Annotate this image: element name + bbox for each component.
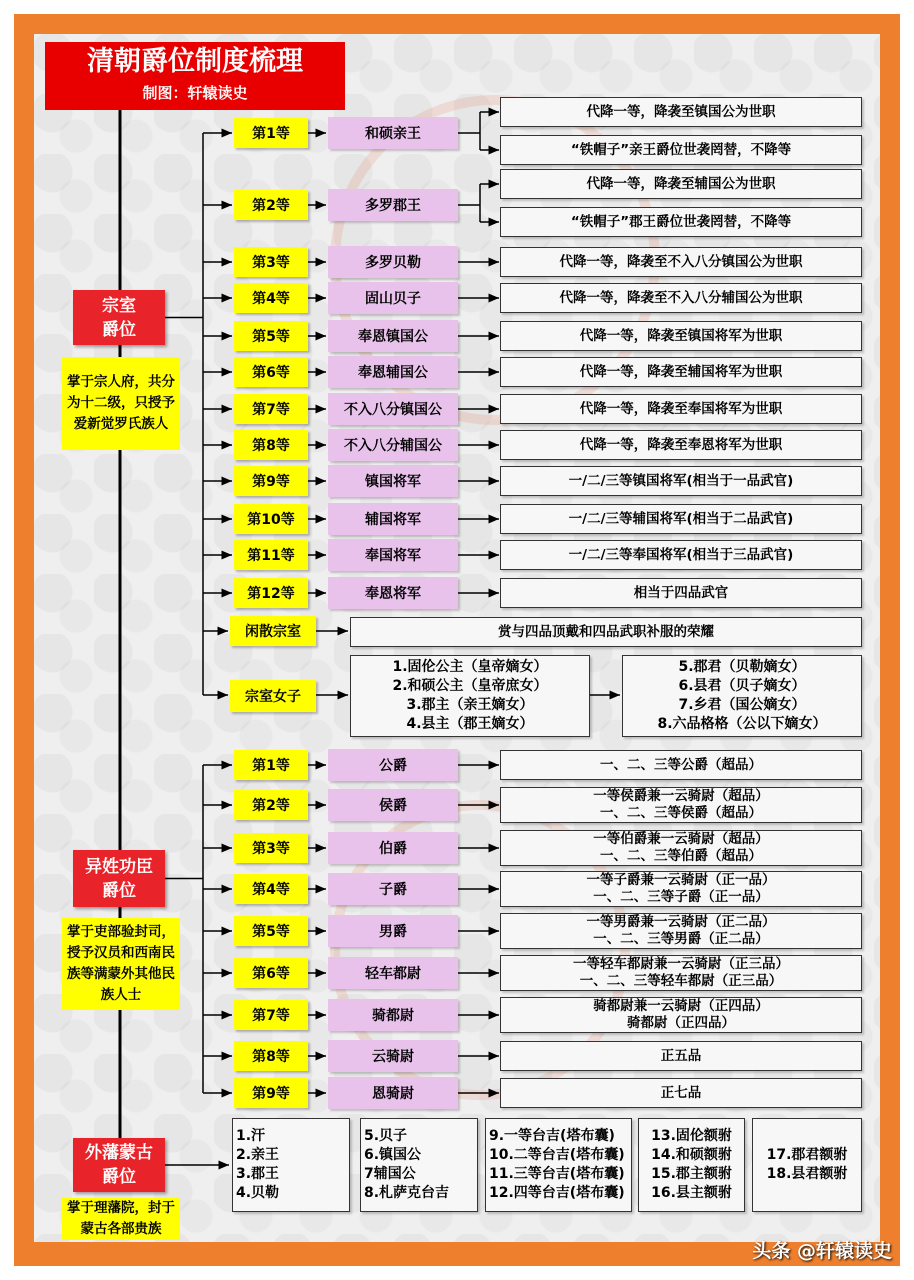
text-line: 代降一等，降袭至不入八分镇国公为世职: [559, 253, 803, 270]
description-box: 代降一等，降袭至辅国公为世职: [500, 169, 862, 199]
women-ranks-list: [350, 655, 590, 737]
description-box: [500, 247, 862, 277]
rank-badge: 第7等: [234, 394, 308, 424]
text-line: 一等男爵兼一云骑尉（正二品）: [586, 914, 776, 930]
rank-badge: 第9等: [234, 1078, 308, 1108]
text-line: 13.固伦额驸: [651, 1128, 732, 1144]
text-line: 一/二/三等奉国将军(相当于三品武官): [568, 546, 794, 563]
text-line: 代降一等，降袭至镇国将军为世职: [579, 327, 783, 344]
text-line: 骑都尉兼一云骑尉（正四品）: [593, 998, 769, 1014]
title-box: 固山贝子: [328, 282, 458, 314]
text-line: 4.县主（郡王嫡女）: [406, 716, 534, 732]
description-box: [500, 283, 862, 313]
mongol-ranks-list: [485, 1118, 632, 1212]
text-line: 4.贝勒: [236, 1185, 280, 1201]
section-description: 掌于理藩院，封于蒙古各部贵族: [62, 1198, 180, 1240]
title-box: 奉恩辅国公: [328, 356, 458, 388]
rank-badge: 第4等: [234, 283, 308, 313]
title-box: 轻车都尉: [328, 957, 458, 989]
description-box: “铁帽子”亲王爵位世袭罔替，不降等: [500, 135, 862, 165]
description-box: [500, 1078, 862, 1108]
rank-badge: 第6等: [234, 357, 308, 387]
title-box: 云骑尉: [328, 1040, 458, 1072]
text-line: 正五品: [660, 1047, 702, 1064]
text-line: 代降一等，降袭至奉恩将军为世职: [579, 436, 783, 453]
section-title: 外藩蒙古 爵位: [73, 1138, 165, 1192]
rank-badge: 第2等: [234, 790, 308, 820]
description-box: [500, 871, 862, 907]
text-line: 2.亲王: [236, 1147, 280, 1163]
text-line: 骑都尉（正四品）: [627, 1015, 735, 1031]
description-box: [500, 504, 862, 534]
text-line: 15.郡主额驸: [651, 1166, 732, 1182]
description-box: [500, 321, 862, 351]
text-line: 10.二等台吉(塔布囊): [489, 1147, 625, 1163]
rank-badge: 第3等: [234, 833, 308, 863]
description-box: [500, 955, 862, 991]
title-box: 多罗郡王: [328, 189, 458, 221]
description-box: [500, 578, 862, 608]
description-box: 赏与四品顶戴和四品武职补服的荣耀: [350, 617, 862, 647]
description-box: [500, 913, 862, 949]
text-line: 1.汗: [236, 1128, 266, 1144]
title-box: 奉恩将军: [328, 577, 458, 609]
mongol-ranks-list: [638, 1118, 745, 1212]
page-title: 清朝爵位制度梳理: [87, 46, 303, 77]
title-box: 不入八分辅国公: [328, 429, 458, 461]
title-box: 男爵: [328, 915, 458, 947]
author-credit: 制图：轩辕读史: [142, 84, 248, 102]
text-line: 一、二、三等男爵（正二品）: [593, 931, 769, 947]
text-line: 正七品: [660, 1084, 702, 1101]
rank-badge: 第8等: [234, 430, 308, 460]
description-box: [500, 466, 862, 496]
rank-badge: 第6等: [234, 958, 308, 988]
rank-badge: 第2等: [234, 190, 308, 220]
text-line: 一、二、三等伯爵（超品）: [600, 848, 762, 864]
mongol-ranks-list: [752, 1118, 862, 1212]
description-box: [500, 394, 862, 424]
description-box: [500, 750, 862, 780]
rank-badge: 第12等: [234, 578, 308, 608]
text-line: 2.和硕公主（皇帝庶女）: [392, 678, 548, 694]
text-line: 12.四等台吉(塔布囊): [489, 1185, 625, 1201]
text-line: 一等伯爵兼一云骑尉（超品）: [593, 831, 769, 847]
text-line: 5.郡君（贝勒嫡女）: [678, 659, 806, 675]
text-line: 8.札萨克台吉: [364, 1185, 450, 1201]
text-line: 代降一等，降袭至奉国将军为世职: [579, 400, 783, 417]
text-line: 5.贝子: [364, 1128, 408, 1144]
rank-badge: 第5等: [234, 321, 308, 351]
text-line: 一等侯爵兼一云骑尉（超品）: [593, 788, 769, 804]
rank-badge: 第3等: [234, 247, 308, 277]
title-box: 不入八分镇国公: [328, 393, 458, 425]
description-box: [500, 540, 862, 570]
rank-badge: 第8等: [234, 1041, 308, 1071]
text-line: 相当于四品武官: [633, 584, 729, 601]
description-box: “铁帽子”郡王爵位世袭罔替，不降等: [500, 207, 862, 237]
description-box: 代降一等，降袭至镇国公为世职: [500, 97, 862, 127]
text-line: 一、二、三等子爵（正一品）: [593, 889, 769, 905]
title-box: 骑都尉: [328, 999, 458, 1031]
text-line: 3.郡主（亲王嫡女）: [406, 697, 534, 713]
title-box: 子爵: [328, 873, 458, 905]
text-line: 一/二/三等辅国将军(相当于二品武官): [568, 510, 794, 527]
text-line: 6.镇国公: [364, 1147, 422, 1163]
rank-badge: 第11等: [234, 540, 308, 570]
text-line: 9.一等台吉(塔布囊): [489, 1128, 615, 1144]
text-line: 18.县君额驸: [766, 1166, 848, 1182]
title-box: 多罗贝勒: [328, 246, 458, 278]
title-box: 辅国将军: [328, 503, 458, 535]
title-box: 镇国将军: [328, 465, 458, 497]
text-line: 1.固伦公主（皇帝嫡女）: [392, 659, 548, 675]
description-box: [500, 830, 862, 866]
text-line: 一/二/三等镇国将军(相当于一品武官): [568, 472, 794, 489]
rank-badge: 第4等: [234, 874, 308, 904]
rank-badge: 第1等: [234, 118, 308, 148]
title-box: 伯爵: [328, 832, 458, 864]
women-ranks-list: [622, 655, 862, 737]
text-line: 一、二、三等侯爵（超品）: [600, 805, 762, 821]
title-box: 和硕亲王: [328, 117, 458, 149]
text-line: 3.郡王: [236, 1166, 280, 1182]
rank-badge: 第5等: [234, 916, 308, 946]
text-line: 一等子爵兼一云骑尉（正一品）: [586, 872, 776, 888]
text-line: 11.三等台吉(塔布囊): [489, 1166, 625, 1182]
text-line: 8.六品格格（公以下嫡女）: [657, 716, 827, 732]
description-box: [500, 997, 862, 1033]
title-box: 恩骑尉: [328, 1077, 458, 1109]
title-box: 奉国将军: [328, 539, 458, 571]
title-box: 侯爵: [328, 789, 458, 821]
rank-badge: 第1等: [234, 750, 308, 780]
text-line: 一、二、三等公爵（超品）: [600, 756, 762, 773]
title-box: 奉恩镇国公: [328, 320, 458, 352]
text-line: 14.和硕额驸: [651, 1147, 732, 1163]
description-box: [500, 357, 862, 387]
rank-badge: 第7等: [234, 1000, 308, 1030]
section-title: 宗室 爵位: [73, 290, 165, 345]
text-line: 6.县君（贝子嫡女）: [678, 678, 806, 694]
mongol-ranks-list: [232, 1118, 350, 1212]
description-box: [500, 787, 862, 823]
clan-women-badge: 宗室女子: [230, 680, 316, 712]
text-line: 16.县主额驸: [651, 1185, 732, 1201]
text-line: 一等轻车都尉兼一云骑尉（正三品）: [573, 956, 789, 972]
mongol-ranks-list: [360, 1118, 478, 1212]
text-line: 7.乡君（国公嫡女）: [678, 697, 806, 713]
section-title: 异姓功臣 爵位: [73, 850, 165, 907]
text-line: 7辅国公: [364, 1166, 416, 1182]
footer-watermark: 头条 @轩辕读史: [752, 1240, 892, 1262]
rank-badge: 第10等: [234, 504, 308, 534]
description-box: [500, 1041, 862, 1071]
title-box: 公爵: [328, 749, 458, 781]
text-line: 代降一等，降袭至辅国将军为世职: [579, 363, 783, 380]
description-box: [500, 430, 862, 460]
text-line: 代降一等，降袭至不入八分辅国公为世职: [559, 289, 803, 306]
section-description: 掌于宗人府，共分为十二级，只授予爱新觉罗氏族人: [62, 357, 180, 450]
rank-badge: 第9等: [234, 466, 308, 496]
idle-clan-badge: 闲散宗室: [230, 616, 316, 646]
section-description: 掌于吏部验封司，授予汉员和西南民族等满蒙外其他民族人士: [62, 918, 180, 1010]
text-line: 17.郡君额驸: [766, 1147, 848, 1163]
text-line: 一、二、三等轻车都尉（正三品）: [579, 973, 783, 989]
